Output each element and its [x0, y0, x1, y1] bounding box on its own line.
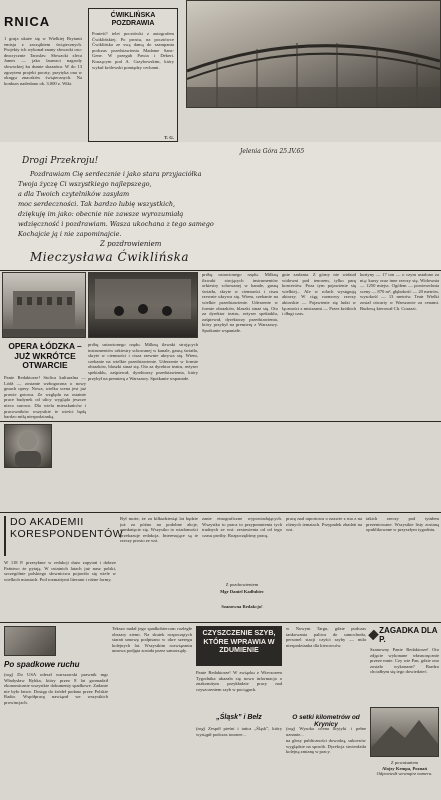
opera-building-illustration — [3, 273, 85, 337]
stamp-photo — [4, 626, 56, 656]
bridge-illustration — [187, 1, 440, 107]
letter-line-4: moc serdeczności. Tak bardzo lubię wszystkich, — [18, 200, 176, 208]
kolaja-right-column — [354, 424, 439, 500]
slask-text: (rog) Zespół pieśni i tańca „Śląsk”, który wystąpił podczas tournee... — [196, 726, 282, 737]
korespondent-heading: DO AKADEMII KORESPONDENTÓW — [10, 516, 124, 540]
bridge-photo — [186, 0, 441, 108]
zagadka-answer: Odpowiedź wewnątrz numeru. — [376, 771, 433, 777]
letter-closing: Z pozdrowieniem — [100, 240, 162, 248]
korespondent-signature-a: Z pozdrowieniem — [225, 582, 259, 587]
letter-line-1: Pozdrawiam Cię serdecznie i jako stara przyjaciółka — [30, 170, 202, 178]
window-cleaning-heading: CZYSZCZENIE SZYB, KTÓRE WPRAWIA W ZDUMIENIE — [202, 628, 276, 654]
stage-illustration — [89, 273, 197, 337]
kolaja-column-2 — [90, 424, 174, 508]
zagadka-photo — [370, 707, 439, 757]
handwritten-letter — [0, 142, 441, 270]
korespondent-signature-b: Mgr Daniel Kadłubiec — [220, 589, 264, 594]
letter-signature: Mieczysława Ćwiklińska — [30, 250, 190, 264]
notice-text: Ponieść! telet pocztówki z autografem Ćwiklińskiej. Po prostu, na pocztówce Ćwiklińska ze swą damą do szampania podczas przedstawienia Madame Sans-Gene. W przegub Pawia i Dekert. Kuszącym pod A. Grzybowskim, który wykuł królewski pomiędzy cechami. — [92, 31, 174, 70]
slask-heading: „Śląsk” i Bełz — [216, 714, 262, 721]
kolaja-portrait-photo — [4, 424, 52, 468]
letter-line-5: dziękuję im jako: obecnie nie zawsze wyrozumiałą — [18, 210, 184, 218]
kolaja-column-3 — [178, 424, 262, 508]
korespondent-column-4: pracę nad raportowa o nazwie z ma z na różnych tematach. Przypadek zbadań na wsi. — [286, 516, 362, 533]
letter-date: Jelenia Góra 25.IV.65 — [240, 148, 305, 155]
zagadka-signature-b: Alojzy Kempa, Poznań — [381, 765, 428, 771]
korespondent-column-2: Był może, że za kilkudziesiąt lat będzie już za późno na podobne akcje, zamknięcie się. Wszystko to wiadomości przekazuje redakcja. Interesujące są te rzeczy prosto ze wsi. — [120, 516, 198, 544]
krynica-text: (rog) Wysoka ocena krytyki i pełne uznanie... — [286, 726, 366, 737]
kolaja-column-4 — [266, 424, 350, 508]
top-left-column: 1 gruja ukaże się w Wielkiej Brytanii emisja z zaczątkiem świątecznych. Projekty ich wykonał znany słowacki oso: dmcrycznie Taroslav. Słowacki zleca James — jako laureaci nagrody słowackiej ku dumie skazańca. W do 13 zgrzytem projekt poczty, przytyka ona w okręgu znaczków świątecznych. Na konkurs nadesłano ok. 3.000 z. Wiki. — [4, 36, 82, 86]
stage-rehearsal-photo — [88, 272, 198, 338]
letter-line-2: Twoja życzę Ci wszystkiego najlepszego, — [18, 180, 152, 188]
zagadka-box — [370, 626, 439, 798]
notice-signature: T. G. — [164, 135, 174, 140]
window-cleaning-text: Panie Redaktorze! W związku z Wieczorem Tygodnika ukazała się nowa informacja o znakomitym przykładzie pracy nad czyszczeniem szyb w pociągach. — [196, 670, 282, 692]
letter-line-7: Kochajcie ją i nie zapominajcie. — [18, 230, 122, 238]
mid-column-c: kurtyny — 17 ton — o czym ustalono za nią: kursy oraz inne rzeczy się. Widownia — 1250 miejsc. Ogółem — powierzchnia sceny — 870 m², głębokość — 20 metrów, wysokość — 13 metrów. Teatr Wielki został otwarty w Warszawie za cenami. Budową kierował Ch. Corazzi. — [360, 272, 439, 311]
opera-article-text: Panie Redaktorze! Stolica kulturalna — Lódź — zostanie wzbogacona o nowy gmach opery. Nowa, wielka scena jest już prawie gotowa. Ze względu na ostatnie prace budynek od ulicy wygląda jeszcze nieco surowo. Dla wielu mieszkańców i pracowników wszystkie te wieści będą bardzo miłą niespodzianką. — [4, 375, 86, 419]
section-heading-top-right: RNICA — [4, 14, 51, 29]
korespondent-signature-c: Szanowna Redakcjo! — [221, 604, 263, 609]
mid-column-a: próbę ustawionego rzędu. Milkną ilzwaki strojących instrumentów orkiestry schowanej w kanale, gasną światła, skryte w ciemności i cisza rzewnie ukrywa się. Wtem, czekanie na wielkie przedstawienie. Uderzenie w formie obrazków, blaszki sinaż się. Oto za dyrektor teatru, reżyser spektaklu, zaśpiewał, dyrektorzy przedstawienia, który przybył na premierę z Warszawy. Spotkanie wspaniałe. — [202, 272, 278, 333]
bottom-column-4: na głosy publiczności dowodzą, sukcesów wyglądzie na sposób. Dyrekcja stwierdziła kolejną zmianę w pracy. — [286, 738, 366, 755]
zagadka-signature-a: Z poważaniem — [390, 760, 419, 765]
zagadka-heading-label: ZAGADKA DLA P. — [379, 626, 438, 644]
mountain-scene-illustration — [371, 708, 438, 756]
mid-column-b: gnie zasłania. Z górny nie widział widowni pod tenorem, tylko parę koncertów. Poza tym pojawienie się wielkiej... Ale w rolach występują aktorzy. W ciąg rozmowy rzeczy aktorskie — Pojawienie się ludzi w łączności z mistrzami — Przez krótkich i długi czas. — [282, 272, 356, 317]
notice-heading: ĆWIKLIŃSKA POZDRAWIA — [110, 12, 156, 27]
opera-heading: OPERA ŁÓDZKA – JUŻ WKRÓTCE OTWARCIE — [8, 341, 82, 370]
krynica-heading: O setki kilometrów od Krynicy — [292, 714, 360, 728]
stage-caption-text: próbę ustawionego rzędu. Milkną ilzwaki strojących instrumentów orkiestry schowanej w kanale, gasną światła, skryte w ciemności i cisza rzewnie ukrywa się. Wtem, czekanie na wielkie przedstawienie. Uderzenie w formie obrazków, blaszki sinaż się. Oto za dyrektor teatru, reżyser spektaklu, zaśpiewał, dyrektorzy przedstawienia, który przybył na premierę z Warszawy. Spotkanie wspaniałe. — [88, 342, 198, 381]
korespondent-text: W 118 P. przesyłane w redakcji dużo zapytań i dobrze Państwo że pytają. W ostatnich latach już nasz polski, szczególnie polskiego słownictwa pojawiło się wiele w wielkich miastach. Pod rozmaitymi literami i różne formy. — [4, 560, 116, 582]
puzzle-icon — [368, 630, 379, 641]
korespondent-column-5: takich rzeczy pod tytułem prezentowane. Wszystkie listy zostaną opublikowane w przyszłym tygodniu. — [366, 516, 439, 533]
letter-greeting: Drogi Przekroju! — [22, 156, 99, 166]
korespondent-column-3: zanie etnograficzne wypowiadających. Wszystko to praca to przypomnienia tych trudnych ze wsi: zestawienia od od tego czasu prośby. Rozpoczęliśmy pracę. — [202, 516, 282, 538]
opera-building-photo — [2, 272, 86, 338]
bottom-left-heading: Po spadkowe ruchu — [4, 660, 80, 669]
window-cleaning-heading-box — [196, 626, 282, 666]
letter-line-3: a dla Twoich czytelników zasyłam — [18, 190, 130, 198]
zagadka-heading — [370, 626, 439, 644]
kolaja-text — [4, 484, 86, 512]
letter-line-6: wdzięczność i pozdrawiam. Wasza ukochana z tego samego — [18, 220, 214, 228]
zagadka-text: Szanowny Panie Redaktorze! Oto zdjęcie wykonane własnoręcznie przeze mnie. Czy wie Pan, gdzie ono zostało wykonane? Bardzo chciałbym się tego dowiedzieć. — [370, 647, 439, 675]
portrait-illustration — [5, 425, 51, 467]
bottom-left-text: (rog) Do USA odeszł warszawski prawnik mgr Władysław Rybka, który przez 8 lat gromadził ekonomicznie wszystkie dokumenty spadkowe. Zadanie nie było łatwe. Dostęp do źródeł podano przez Polskie Radio. Współpracę nawiązał we wszystkich prowincjach. — [4, 672, 108, 705]
cwiklinska-notice-box — [88, 8, 178, 142]
korespondent-heading-box — [4, 516, 124, 556]
bottom-column-2: Tekszo nadał jego spadkobiercom rozległe obszary ziemi. Na skutek rozpoczętych starań umowę podpisano w okre szeregu kolejnych lat. Wszystkim rozwiązaniu umowa podjęta została przez samorządy. — [112, 626, 192, 654]
bottom-column-3: w Nowym Targu, gdzie podczas tankowania paliwa do samochodu, personel stacji czyści szyby — mila niespodzianka dla kierowców. — [286, 626, 366, 648]
